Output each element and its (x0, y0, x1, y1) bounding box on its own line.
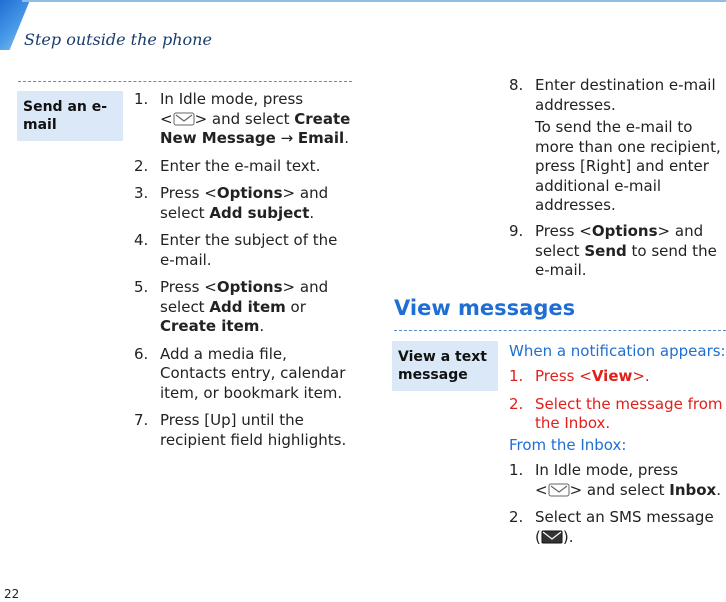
inbox-steps (509, 461, 725, 555)
inbox-heading: From the Inbox: (509, 436, 627, 454)
send-email-steps (134, 90, 352, 458)
notification-steps (509, 367, 725, 442)
label-send-email: Send an e-mail (17, 91, 123, 141)
section-title-view-messages: View messages (394, 296, 576, 320)
list-item: 2. Enter the e-mail text. (134, 156, 321, 175)
list-item: 5. Press <Options> and select Add item or Create item. (134, 278, 329, 335)
page-number: 22 (4, 587, 20, 601)
list-item: 2. Select the message from the Inbox. (509, 394, 723, 432)
list-item: 6. Add a media file, Contacts entry, calendar item, or bookmark item. (134, 344, 346, 402)
list-item: 9. Press <Options> and select Send to send the e-mail. (509, 222, 717, 279)
step-8-note: To send the e-mail to more than one recipient, press [Right] and enter additional e-mail addresses. (535, 118, 721, 214)
header-rule (22, 0, 726, 2)
notification-heading: When a notification appears: (509, 342, 726, 360)
send-email-steps-continued (509, 76, 725, 123)
list-item: 1. In Idle mode, press < > and select Inbox. (509, 461, 722, 499)
list-item: 8. Enter destination e-mail addresses. (509, 76, 716, 114)
list-item: 1. Press <View>. (509, 367, 650, 385)
page-header-title: Step outside the phone (24, 30, 212, 49)
section-divider (18, 81, 352, 82)
list-item: 4. Enter the subject of the e-mail. (134, 231, 338, 269)
list-item: 1. In Idle mode, press < > and select Create New Message → Email. (134, 90, 351, 147)
label-view-text-message: View a text message (392, 341, 498, 391)
section-divider (394, 330, 726, 331)
envelope-key-icon (548, 482, 570, 498)
list-item: 3. Press <Options> and select Add subject. (134, 184, 329, 222)
envelope-key-icon (173, 111, 195, 127)
list-item: 7. Press [Up] until the recipient field highlights. (134, 411, 347, 449)
send-email-step-9 (509, 222, 725, 289)
sms-message-icon (541, 529, 563, 545)
list-item: 2. Select an SMS message ( ). (509, 508, 714, 546)
